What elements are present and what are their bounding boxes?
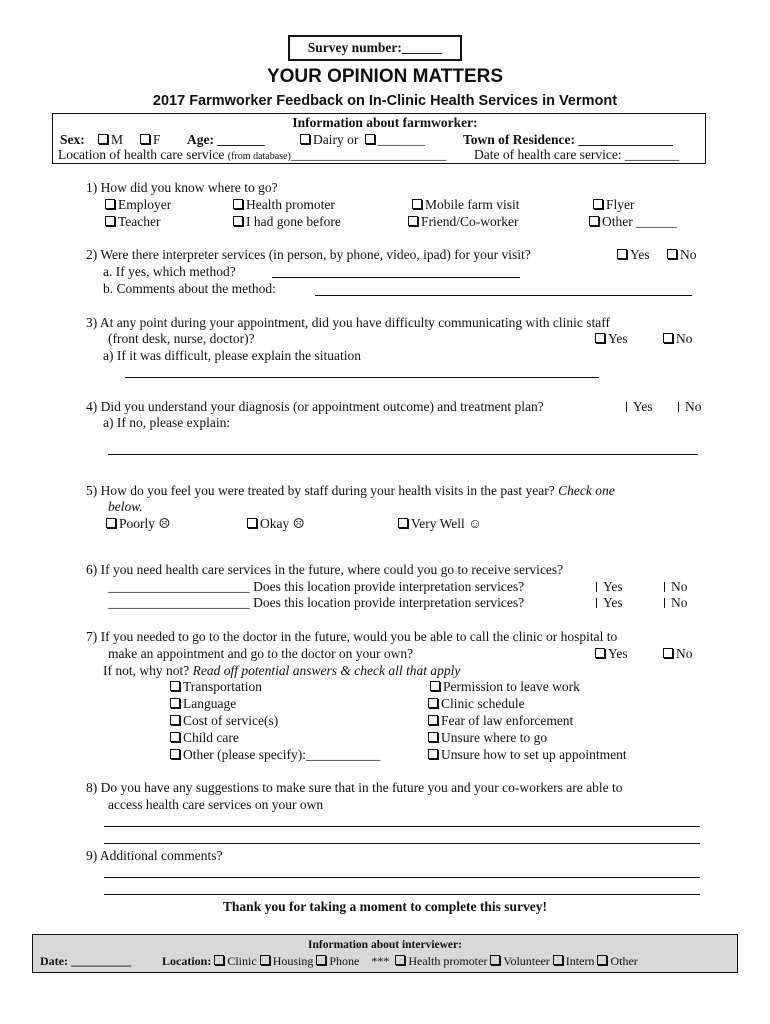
q9-text: 9) Additional comments?	[86, 848, 223, 863]
q6-row-2-yes[interactable]	[590, 595, 623, 611]
label-text: No	[685, 399, 702, 414]
interviewer-heading: Information about interviewer:	[308, 939, 462, 951]
label-text: Cost of service(s)	[183, 713, 279, 728]
label-text: Phone	[329, 954, 360, 968]
q3a-answer-line[interactable]	[125, 377, 599, 378]
q5-very-well[interactable]	[398, 516, 482, 532]
q7-yes[interactable]	[595, 646, 628, 662]
q7-reason-option[interactable]	[428, 730, 547, 746]
q2-text: 2) Were there interpreter services (in person, by phone, video, ipad) for your visit?	[86, 247, 531, 262]
label-text: Mobile farm visit	[425, 197, 520, 212]
label-text: Yes	[608, 331, 628, 346]
q2b-text: b. Comments about the method:	[103, 281, 276, 296]
checkbox[interactable]	[233, 216, 243, 226]
q7-reason-option[interactable]	[170, 679, 262, 695]
checkbox[interactable]	[430, 681, 440, 691]
q6-text: 6) If you need health care services in the future, where could you go to receive services?	[86, 562, 564, 577]
label-text: Permission to leave work	[443, 679, 580, 694]
checkbox[interactable]	[589, 216, 599, 226]
page-subtitle: 2017 Farmworker Feedback on In-Clinic Health Services in Vermont	[152, 93, 618, 109]
checkbox[interactable]	[663, 648, 673, 658]
q9-answer-line[interactable]	[104, 877, 700, 878]
label-text: Teacher	[118, 214, 161, 229]
checkbox-mark[interactable]	[664, 598, 665, 608]
label-text: Other	[610, 954, 638, 968]
label-text: (from database)	[227, 151, 291, 162]
q4-text: 4) Did you understand your diagnosis (or appointment outcome) and treatment plan?	[86, 399, 544, 414]
label-text: Yes	[603, 595, 623, 610]
q6-row-1	[108, 579, 524, 595]
label-text: Does this location provide interpretation services?	[253, 579, 525, 594]
role-option[interactable]	[395, 954, 487, 968]
label-text: Flyer	[606, 197, 635, 212]
q2-yes[interactable]	[617, 247, 650, 263]
label-text: Other ______	[602, 214, 677, 229]
q1-option[interactable]	[593, 197, 635, 213]
label-text: Clinic schedule	[441, 696, 525, 711]
q8-text: 8) Do you have any suggestions to make sure that in the future you and your co-workers are able to	[86, 780, 623, 795]
q8-text-2: access health care services on your own	[108, 797, 324, 812]
label-text: Unsure where to go	[441, 730, 548, 745]
survey-number-box	[288, 35, 462, 61]
q3-no[interactable]	[663, 331, 693, 347]
checkbox[interactable]	[105, 199, 115, 209]
q1-option[interactable]	[412, 197, 520, 213]
q4a-text: a) If no, please explain:	[103, 415, 231, 430]
label-text: ***	[371, 954, 390, 968]
q8-answer-line[interactable]	[104, 843, 700, 844]
q6-location-blank[interactable]: _____________________	[108, 595, 250, 610]
checkbox[interactable]	[106, 518, 116, 528]
checkbox[interactable]	[316, 955, 326, 965]
q5-poorly[interactable]	[106, 516, 170, 532]
checkbox[interactable]	[260, 955, 270, 965]
label-text: No	[680, 247, 697, 262]
q7-reason-option[interactable]	[170, 713, 278, 729]
checkbox-mark[interactable]	[596, 582, 597, 592]
q3-yes[interactable]	[595, 331, 628, 347]
checkbox[interactable]	[553, 955, 563, 965]
q7-reason-option[interactable]	[170, 747, 380, 763]
checkbox[interactable]	[428, 749, 438, 759]
q2a-answer-line[interactable]	[272, 277, 520, 278]
q7-reason-option[interactable]	[428, 713, 573, 729]
label-text: _______________________	[290, 147, 447, 162]
label-text: Other (please specify):___________	[183, 747, 381, 762]
q2b-answer-line[interactable]	[315, 295, 692, 296]
checkbox[interactable]	[170, 698, 180, 708]
checkbox[interactable]	[428, 732, 438, 742]
dairy-option[interactable]	[300, 132, 425, 148]
q5-below: below.	[108, 499, 143, 514]
loc-option[interactable]	[260, 954, 314, 968]
q4-yes[interactable]	[620, 399, 653, 415]
role-option[interactable]	[597, 954, 637, 968]
checkbox[interactable]	[408, 216, 418, 226]
q7-text: 7) If you needed to go to the doctor in the future, would you be able to call the clinic or hospital to	[86, 629, 618, 644]
label-text: Unsure how to set up appointment	[441, 747, 627, 762]
q4-no[interactable]	[672, 399, 702, 415]
label-text: Yes	[603, 579, 623, 594]
q9-answer-line[interactable]	[104, 894, 700, 895]
label-text: Fear of law enforcement	[441, 713, 574, 728]
label-text: Yes	[633, 399, 653, 414]
location-field[interactable]	[58, 147, 446, 163]
label-text: Housing	[272, 954, 314, 968]
checkbox[interactable]	[595, 333, 605, 343]
loc-option[interactable]	[316, 954, 359, 968]
label-text: No	[676, 646, 693, 661]
label-text: I had gone before	[246, 214, 341, 229]
q6-row-2	[108, 595, 524, 611]
label-text: Location of health care service	[58, 147, 225, 162]
checkbox-mark[interactable]	[626, 402, 627, 412]
label-text: Health promoter	[246, 197, 335, 212]
thank-you-text: Thank you for taking a moment to complete this survey!	[222, 899, 548, 914]
label-text: F	[153, 132, 161, 147]
town-field[interactable]: Town of Residence: ______________	[463, 132, 673, 147]
q7-reason-option[interactable]	[430, 679, 580, 695]
label-text: Child care	[183, 730, 239, 745]
interviewer-date[interactable]: Date: __________	[40, 954, 131, 968]
q1-option[interactable]	[233, 197, 335, 213]
q3a-text: a) If it was difficult, please explain the situation	[103, 348, 362, 363]
page-title: YOUR OPINION MATTERS	[266, 66, 504, 87]
label-text: Clinic	[227, 954, 257, 968]
q5-text	[86, 483, 615, 499]
q7-no[interactable]	[663, 646, 693, 662]
label-text: Language	[183, 696, 237, 711]
checkbox[interactable]	[170, 732, 180, 742]
checkbox[interactable]	[663, 333, 673, 343]
age-field[interactable]: Age: _______	[187, 132, 265, 147]
q7-text-2: make an appointment and go to the doctor on your own?	[108, 646, 414, 661]
label-text: Location:	[162, 954, 212, 968]
date-of-service-field[interactable]: Date of health care service: ________	[474, 147, 680, 162]
label-text: Intern	[565, 954, 595, 968]
q1-option[interactable]	[589, 214, 677, 230]
checkbox[interactable]	[593, 199, 603, 209]
checkbox[interactable]	[170, 715, 180, 725]
farmworker-info-heading: Information about farmworker:	[292, 115, 478, 130]
checkbox-mark[interactable]	[664, 582, 665, 592]
checkbox[interactable]	[597, 955, 607, 965]
label-text: Check one	[558, 483, 615, 498]
label-text: Yes	[608, 646, 628, 661]
label-text: Very Well ☺	[411, 516, 482, 531]
q1-option[interactable]	[233, 214, 341, 230]
role-option[interactable]	[490, 954, 549, 968]
q7-ifnot	[103, 663, 460, 679]
q5-okay[interactable]	[247, 516, 305, 532]
label-text: No	[676, 331, 693, 346]
checkbox[interactable]	[398, 518, 408, 528]
checkbox[interactable]	[300, 134, 310, 144]
label-text: Transportation	[183, 679, 263, 694]
checkbox[interactable]	[365, 134, 375, 144]
label-text: No	[671, 595, 688, 610]
checkbox[interactable]	[428, 715, 438, 725]
label-text: Employer	[118, 197, 172, 212]
q6-row-1-yes[interactable]	[590, 579, 623, 595]
label-text: M	[111, 132, 124, 147]
label-text: If not, why not?	[103, 663, 190, 678]
q6-row-1-no[interactable]	[658, 579, 688, 595]
q3-text: 3) At any point during your appointment, did you have difficulty communicating with clinic staff	[86, 315, 611, 330]
label-text: Yes	[630, 247, 650, 262]
q6-location-blank[interactable]: _____________________	[108, 579, 250, 594]
label-text: 5) How do you feel you were treated by staff during your health visits in the past year?	[86, 483, 555, 498]
checkbox[interactable]	[595, 648, 605, 658]
label-text: Volunteer	[503, 954, 550, 968]
checkbox[interactable]	[140, 134, 150, 144]
interviewer-location	[162, 954, 638, 969]
label-text: No	[671, 579, 688, 594]
label-text: Poorly ☹	[119, 516, 171, 531]
q1-option[interactable]	[105, 197, 171, 213]
checkbox[interactable]	[428, 698, 438, 708]
q7-reason-option[interactable]	[428, 696, 525, 712]
label-text: Read off potential answers & check all that apply	[192, 663, 461, 678]
label-text: Health promoter	[408, 954, 488, 968]
q7-reason-option[interactable]	[170, 696, 236, 712]
label-text: Does this location provide interpretation services?	[253, 595, 525, 610]
checkbox[interactable]	[395, 955, 405, 965]
q1-option[interactable]	[105, 214, 161, 230]
checkbox[interactable]	[214, 955, 224, 965]
checkbox[interactable]	[105, 216, 115, 226]
checkbox[interactable]	[98, 134, 108, 144]
q1-text: 1) How did you know where to go?	[86, 180, 278, 195]
checkbox-mark[interactable]	[596, 598, 597, 608]
checkbox-mark[interactable]	[678, 402, 679, 412]
q2-no[interactable]	[667, 247, 697, 263]
q6-row-2-no[interactable]	[658, 595, 688, 611]
q2a-text: a. If yes, which method?	[103, 264, 236, 279]
role-option[interactable]	[553, 954, 595, 968]
checkbox[interactable]	[233, 199, 243, 209]
checkbox[interactable]	[412, 199, 422, 209]
sex-f-option[interactable]	[140, 132, 161, 148]
checkbox[interactable]	[170, 681, 180, 691]
q1-option[interactable]	[408, 214, 518, 230]
loc-option[interactable]	[214, 954, 256, 968]
sex-label: Sex:	[60, 132, 85, 147]
q4a-answer-line[interactable]	[108, 454, 698, 455]
checkbox[interactable]	[617, 249, 627, 259]
checkbox[interactable]	[490, 955, 500, 965]
label-text: _______	[377, 132, 425, 147]
checkbox[interactable]	[247, 518, 257, 528]
label-text: Okay ☹	[260, 516, 305, 531]
checkbox[interactable]	[667, 249, 677, 259]
sex-m-option[interactable]	[98, 132, 123, 148]
label-text: Friend/Co-worker	[421, 214, 519, 229]
label-text: Dairy or	[313, 132, 359, 147]
checkbox[interactable]	[170, 749, 180, 759]
survey-number: Survey number:______	[307, 40, 443, 55]
q7-reason-option[interactable]	[170, 730, 239, 746]
q3-text-2: (front desk, nurse, doctor)?	[108, 331, 255, 346]
q8-answer-line[interactable]	[104, 826, 700, 827]
q7-reason-option[interactable]	[428, 747, 627, 763]
